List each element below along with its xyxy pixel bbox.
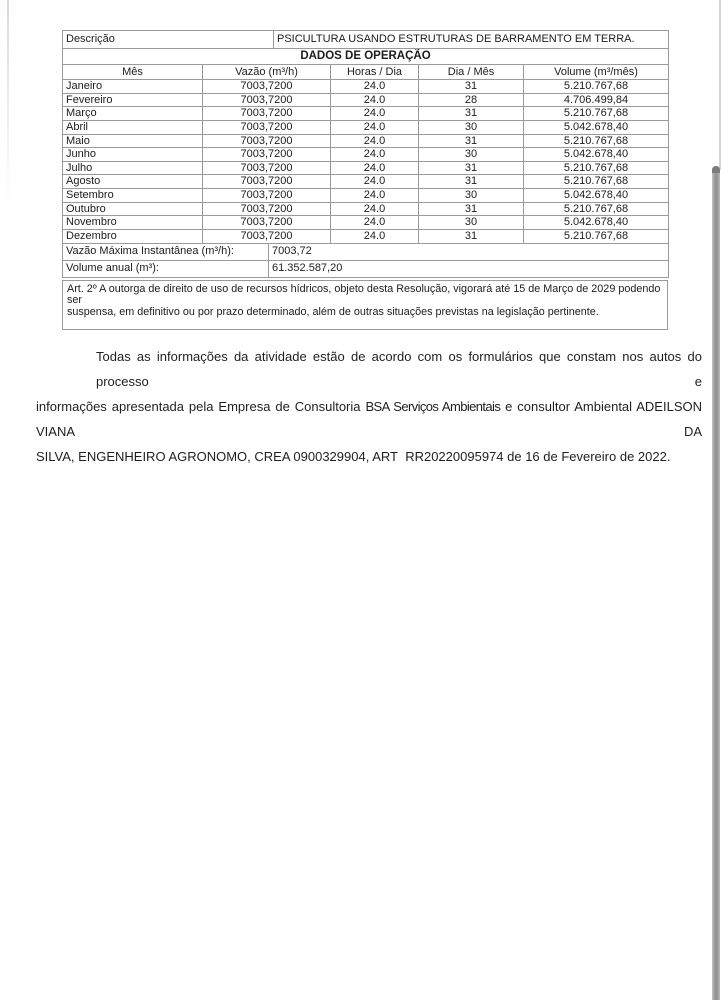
description-value: PSICULTURA USANDO ESTRUTURAS DE BARRAMENTO EM TERRA.: [274, 31, 669, 49]
article-2-clause-box: [62, 280, 668, 331]
col-header-volume: Volume (m³/mês): [524, 65, 669, 80]
col-header-month: Mês: [63, 65, 203, 80]
paragraph-line-1: Todas as informações da atividade estão de acordo com os formulários que constam nos autos do processo e: [96, 349, 702, 389]
paragraph-line-3: SILVA, ENGENHEIRO AGRONOMO, CREA 0900329904, ART RR20220095974 de 16 de Fevereiro de 2022.: [36, 449, 671, 464]
days-cell: 28: [419, 93, 524, 107]
flow-cell: 7003,7200: [203, 148, 331, 162]
days-cell: 31: [419, 80, 524, 94]
table-row: [63, 120, 669, 134]
table-row: [63, 107, 669, 121]
hours-cell: 24.0: [331, 175, 419, 189]
volume-cell: 5.210.767,68: [524, 134, 669, 148]
flow-cell: 7003,7200: [203, 80, 331, 94]
flow-cell: 7003,7200: [203, 107, 331, 121]
consultancy-name: BSA Serviços Ambientais: [365, 399, 501, 414]
hours-cell: 24.0: [331, 189, 419, 203]
month-cell: Março: [63, 107, 203, 121]
table-header-row: [63, 65, 669, 80]
days-cell: 31: [419, 202, 524, 216]
table-row: [63, 189, 669, 203]
annual-volume-row: [63, 260, 669, 277]
max-flow-label: Vazão Máxima Instantânea (m³/h):: [63, 243, 269, 260]
description-table: [62, 30, 669, 65]
flow-cell: 7003,7200: [203, 120, 331, 134]
table-row: [63, 230, 669, 244]
table-row: [63, 216, 669, 230]
scan-left-edge-artifact: [7, 0, 9, 210]
article-2-line-2: suspensa, em definitivo ou por prazo determinado, além de outras situações previstas na legislação pertinente.: [67, 305, 599, 318]
volume-cell: 5.210.767,68: [524, 161, 669, 175]
days-cell: 30: [419, 120, 524, 134]
flow-cell: 7003,7200: [203, 216, 331, 230]
flow-cell: 7003,7200: [203, 230, 331, 244]
table-row: [63, 148, 669, 162]
paragraph-line-2-post: e consultor Ambiental ADEILSON VIANA DA: [36, 399, 702, 439]
section-title: DADOS DE OPERAÇÃO: [63, 49, 669, 65]
month-cell: Novembro: [63, 216, 203, 230]
hours-cell: 24.0: [331, 134, 419, 148]
monthly-operation-table: [62, 64, 669, 244]
days-cell: 31: [419, 134, 524, 148]
col-header-flow: Vazão (m³/h): [203, 65, 331, 80]
table-row: [63, 134, 669, 148]
table-row: [63, 80, 669, 94]
description-label: Descrição: [63, 31, 274, 49]
month-cell: Maio: [63, 134, 203, 148]
volume-cell: 5.042.678,40: [524, 216, 669, 230]
month-cell: Setembro: [63, 189, 203, 203]
closing-paragraph: [36, 344, 702, 469]
flow-cell: 7003,7200: [203, 93, 331, 107]
flow-cell: 7003,7200: [203, 175, 331, 189]
table-row: [63, 161, 669, 175]
volume-cell: 5.042.678,40: [524, 148, 669, 162]
hours-cell: 24.0: [331, 107, 419, 121]
flow-cell: 7003,7200: [203, 202, 331, 216]
hours-cell: 24.0: [331, 80, 419, 94]
volume-cell: 5.210.767,68: [524, 80, 669, 94]
days-cell: 30: [419, 148, 524, 162]
volume-cell: 5.210.767,68: [524, 202, 669, 216]
operation-data-document: [62, 30, 668, 330]
scan-right-edge-line: [719, 0, 721, 170]
flow-cell: 7003,7200: [203, 161, 331, 175]
days-cell: 31: [419, 161, 524, 175]
volume-cell: 5.042.678,40: [524, 189, 669, 203]
hours-cell: 24.0: [331, 161, 419, 175]
col-header-days: Dia / Mês: [419, 65, 524, 80]
hours-cell: 24.0: [331, 202, 419, 216]
table-row: [63, 175, 669, 189]
days-cell: 31: [419, 107, 524, 121]
volume-cell: 5.210.767,68: [524, 175, 669, 189]
hours-cell: 24.0: [331, 93, 419, 107]
max-flow-value: 7003,72: [269, 243, 669, 260]
month-cell: Agosto: [63, 175, 203, 189]
table-row: [63, 93, 669, 107]
hours-cell: 24.0: [331, 148, 419, 162]
summary-table: [62, 243, 669, 278]
month-cell: Dezembro: [63, 230, 203, 244]
hours-cell: 24.0: [331, 120, 419, 134]
month-cell: Outubro: [63, 202, 203, 216]
flow-cell: 7003,7200: [203, 189, 331, 203]
volume-cell: 5.210.767,68: [524, 230, 669, 244]
description-row: [63, 31, 669, 49]
month-cell: Abril: [63, 120, 203, 134]
days-cell: 31: [419, 230, 524, 244]
article-2-line-1: Art. 2º A outorga de direito de uso de recursos hídricos, objeto desta Resolução, vigorará até 15 de Março de 2029 podendo ser: [67, 282, 661, 307]
hours-cell: 24.0: [331, 216, 419, 230]
volume-cell: 5.210.767,68: [524, 107, 669, 121]
days-cell: 30: [419, 189, 524, 203]
month-cell: Julho: [63, 161, 203, 175]
month-cell: Junho: [63, 148, 203, 162]
hours-cell: 24.0: [331, 230, 419, 244]
days-cell: 30: [419, 216, 524, 230]
month-cell: Janeiro: [63, 80, 203, 94]
paragraph-line-2: [36, 394, 702, 444]
month-cell: Fevereiro: [63, 93, 203, 107]
volume-cell: 5.042.678,40: [524, 120, 669, 134]
section-title-row: [63, 49, 669, 65]
table-row: [63, 202, 669, 216]
paragraph-line-2-pre: informações apresentada pela Empresa de Consultoria: [36, 399, 366, 414]
flow-cell: 7003,7200: [203, 134, 331, 148]
annual-volume-value: 61.352.587,20: [269, 260, 669, 277]
volume-cell: 4.706.499,84: [524, 93, 669, 107]
col-header-hours: Horas / Dia: [331, 65, 419, 80]
max-flow-row: [63, 243, 669, 260]
annual-volume-label: Volume anual (m³):: [63, 260, 269, 277]
days-cell: 31: [419, 175, 524, 189]
scan-right-bar-artifact: [712, 166, 720, 1000]
